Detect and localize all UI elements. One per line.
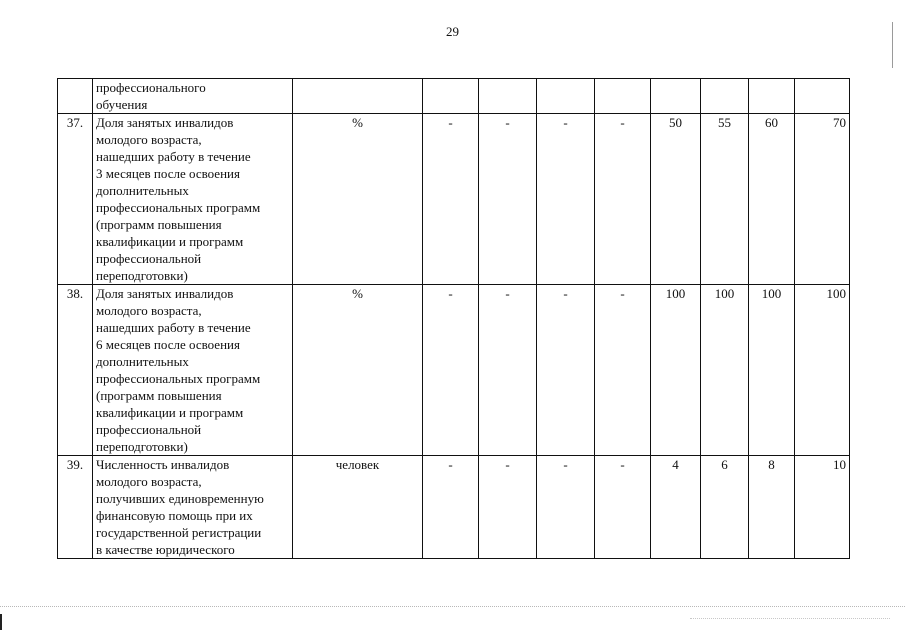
unit-cell: человек: [293, 456, 423, 559]
value-cell: -: [479, 285, 537, 456]
value-cell: 10: [795, 456, 850, 559]
indicator-name-line: Численность инвалидов: [96, 457, 230, 472]
indicator-name-line: профессионального: [96, 80, 206, 95]
value-cell: -: [479, 114, 537, 285]
value-cell: [479, 79, 537, 114]
value-cell: [595, 79, 651, 114]
indicator-name-line: профессиональных программ: [96, 371, 261, 386]
indicator-name-line: квалификации и программ: [96, 234, 244, 249]
indicator-name: [93, 285, 293, 456]
value-cell: 6: [701, 456, 749, 559]
value-cell: 55: [701, 114, 749, 285]
indicator-name-line: дополнительных: [96, 354, 189, 369]
indicator-name-line: профессиональной: [96, 422, 202, 437]
value-cell: 100: [795, 285, 850, 456]
indicator-name-line: Доля занятых инвалидов: [96, 286, 234, 301]
value-cell: -: [595, 285, 651, 456]
page-number: 29: [446, 24, 459, 39]
value-cell: 8: [749, 456, 795, 559]
scan-artifact-line: [690, 618, 890, 619]
indicator-name-line: получивших единовременную: [96, 491, 264, 506]
indicator-name-line: обучения: [96, 97, 148, 112]
value-cell: 4: [651, 456, 701, 559]
indicator-name-line: молодого возраста,: [96, 132, 202, 147]
indicator-name-line: квалификации и программ: [96, 405, 244, 420]
unit-cell: %: [293, 285, 423, 456]
unit-cell: %: [293, 114, 423, 285]
indicator-name-line: нашедших работу в течение: [96, 149, 251, 164]
value-cell: -: [537, 114, 595, 285]
indicator-name-line: нашедших работу в течение: [96, 320, 251, 335]
value-cell: [423, 79, 479, 114]
value-cell: 100: [651, 285, 701, 456]
indicator-name-line: переподготовки): [96, 439, 188, 454]
indicator-name-line: финансовую помощь при их: [96, 508, 253, 523]
table-row: [58, 456, 850, 559]
indicator-name-line: дополнительных: [96, 183, 189, 198]
scan-artifact-line: [0, 606, 905, 607]
value-cell: [795, 79, 850, 114]
indicator-name-line: (программ повышения: [96, 217, 222, 232]
value-cell: -: [537, 285, 595, 456]
indicator-name-line: 3 месяцев после освоения: [96, 166, 240, 181]
indicator-name: [93, 114, 293, 285]
value-cell: [537, 79, 595, 114]
value-cell: -: [595, 114, 651, 285]
indicator-name-line: 6 месяцев после освоения: [96, 337, 240, 352]
indicator-name: [93, 456, 293, 559]
value-cell: 100: [701, 285, 749, 456]
table-row: [58, 79, 850, 114]
value-cell: 50: [651, 114, 701, 285]
indicator-name-line: государственной регистрации: [96, 525, 262, 540]
indicator-name-line: (программ повышения: [96, 388, 222, 403]
indicators-table: [57, 78, 850, 559]
table-row: [58, 285, 850, 456]
row-number: 38.: [58, 285, 93, 456]
scan-artifact-mark: [0, 614, 2, 630]
row-number: [58, 79, 93, 114]
value-cell: -: [423, 285, 479, 456]
value-cell: [651, 79, 701, 114]
indicator-name-line: молодого возраста,: [96, 303, 202, 318]
indicator-name-line: профессиональной: [96, 251, 202, 266]
indicator-name-line: молодого возраста,: [96, 474, 202, 489]
table-row: [58, 114, 850, 285]
value-cell: -: [423, 114, 479, 285]
value-cell: 60: [749, 114, 795, 285]
indicator-name: [93, 79, 293, 114]
value-cell: -: [537, 456, 595, 559]
indicator-name-line: переподготовки): [96, 268, 188, 283]
indicator-name-line: в качестве юридического: [96, 542, 235, 557]
value-cell: [749, 79, 795, 114]
value-cell: -: [479, 456, 537, 559]
indicator-name-line: Доля занятых инвалидов: [96, 115, 234, 130]
value-cell: 70: [795, 114, 850, 285]
value-cell: -: [595, 456, 651, 559]
value-cell: -: [423, 456, 479, 559]
row-number: 39.: [58, 456, 93, 559]
indicator-name-line: профессиональных программ: [96, 200, 261, 215]
unit-cell: [293, 79, 423, 114]
scan-artifact-mark: [892, 22, 893, 68]
value-cell: 100: [749, 285, 795, 456]
row-number: 37.: [58, 114, 93, 285]
value-cell: [701, 79, 749, 114]
